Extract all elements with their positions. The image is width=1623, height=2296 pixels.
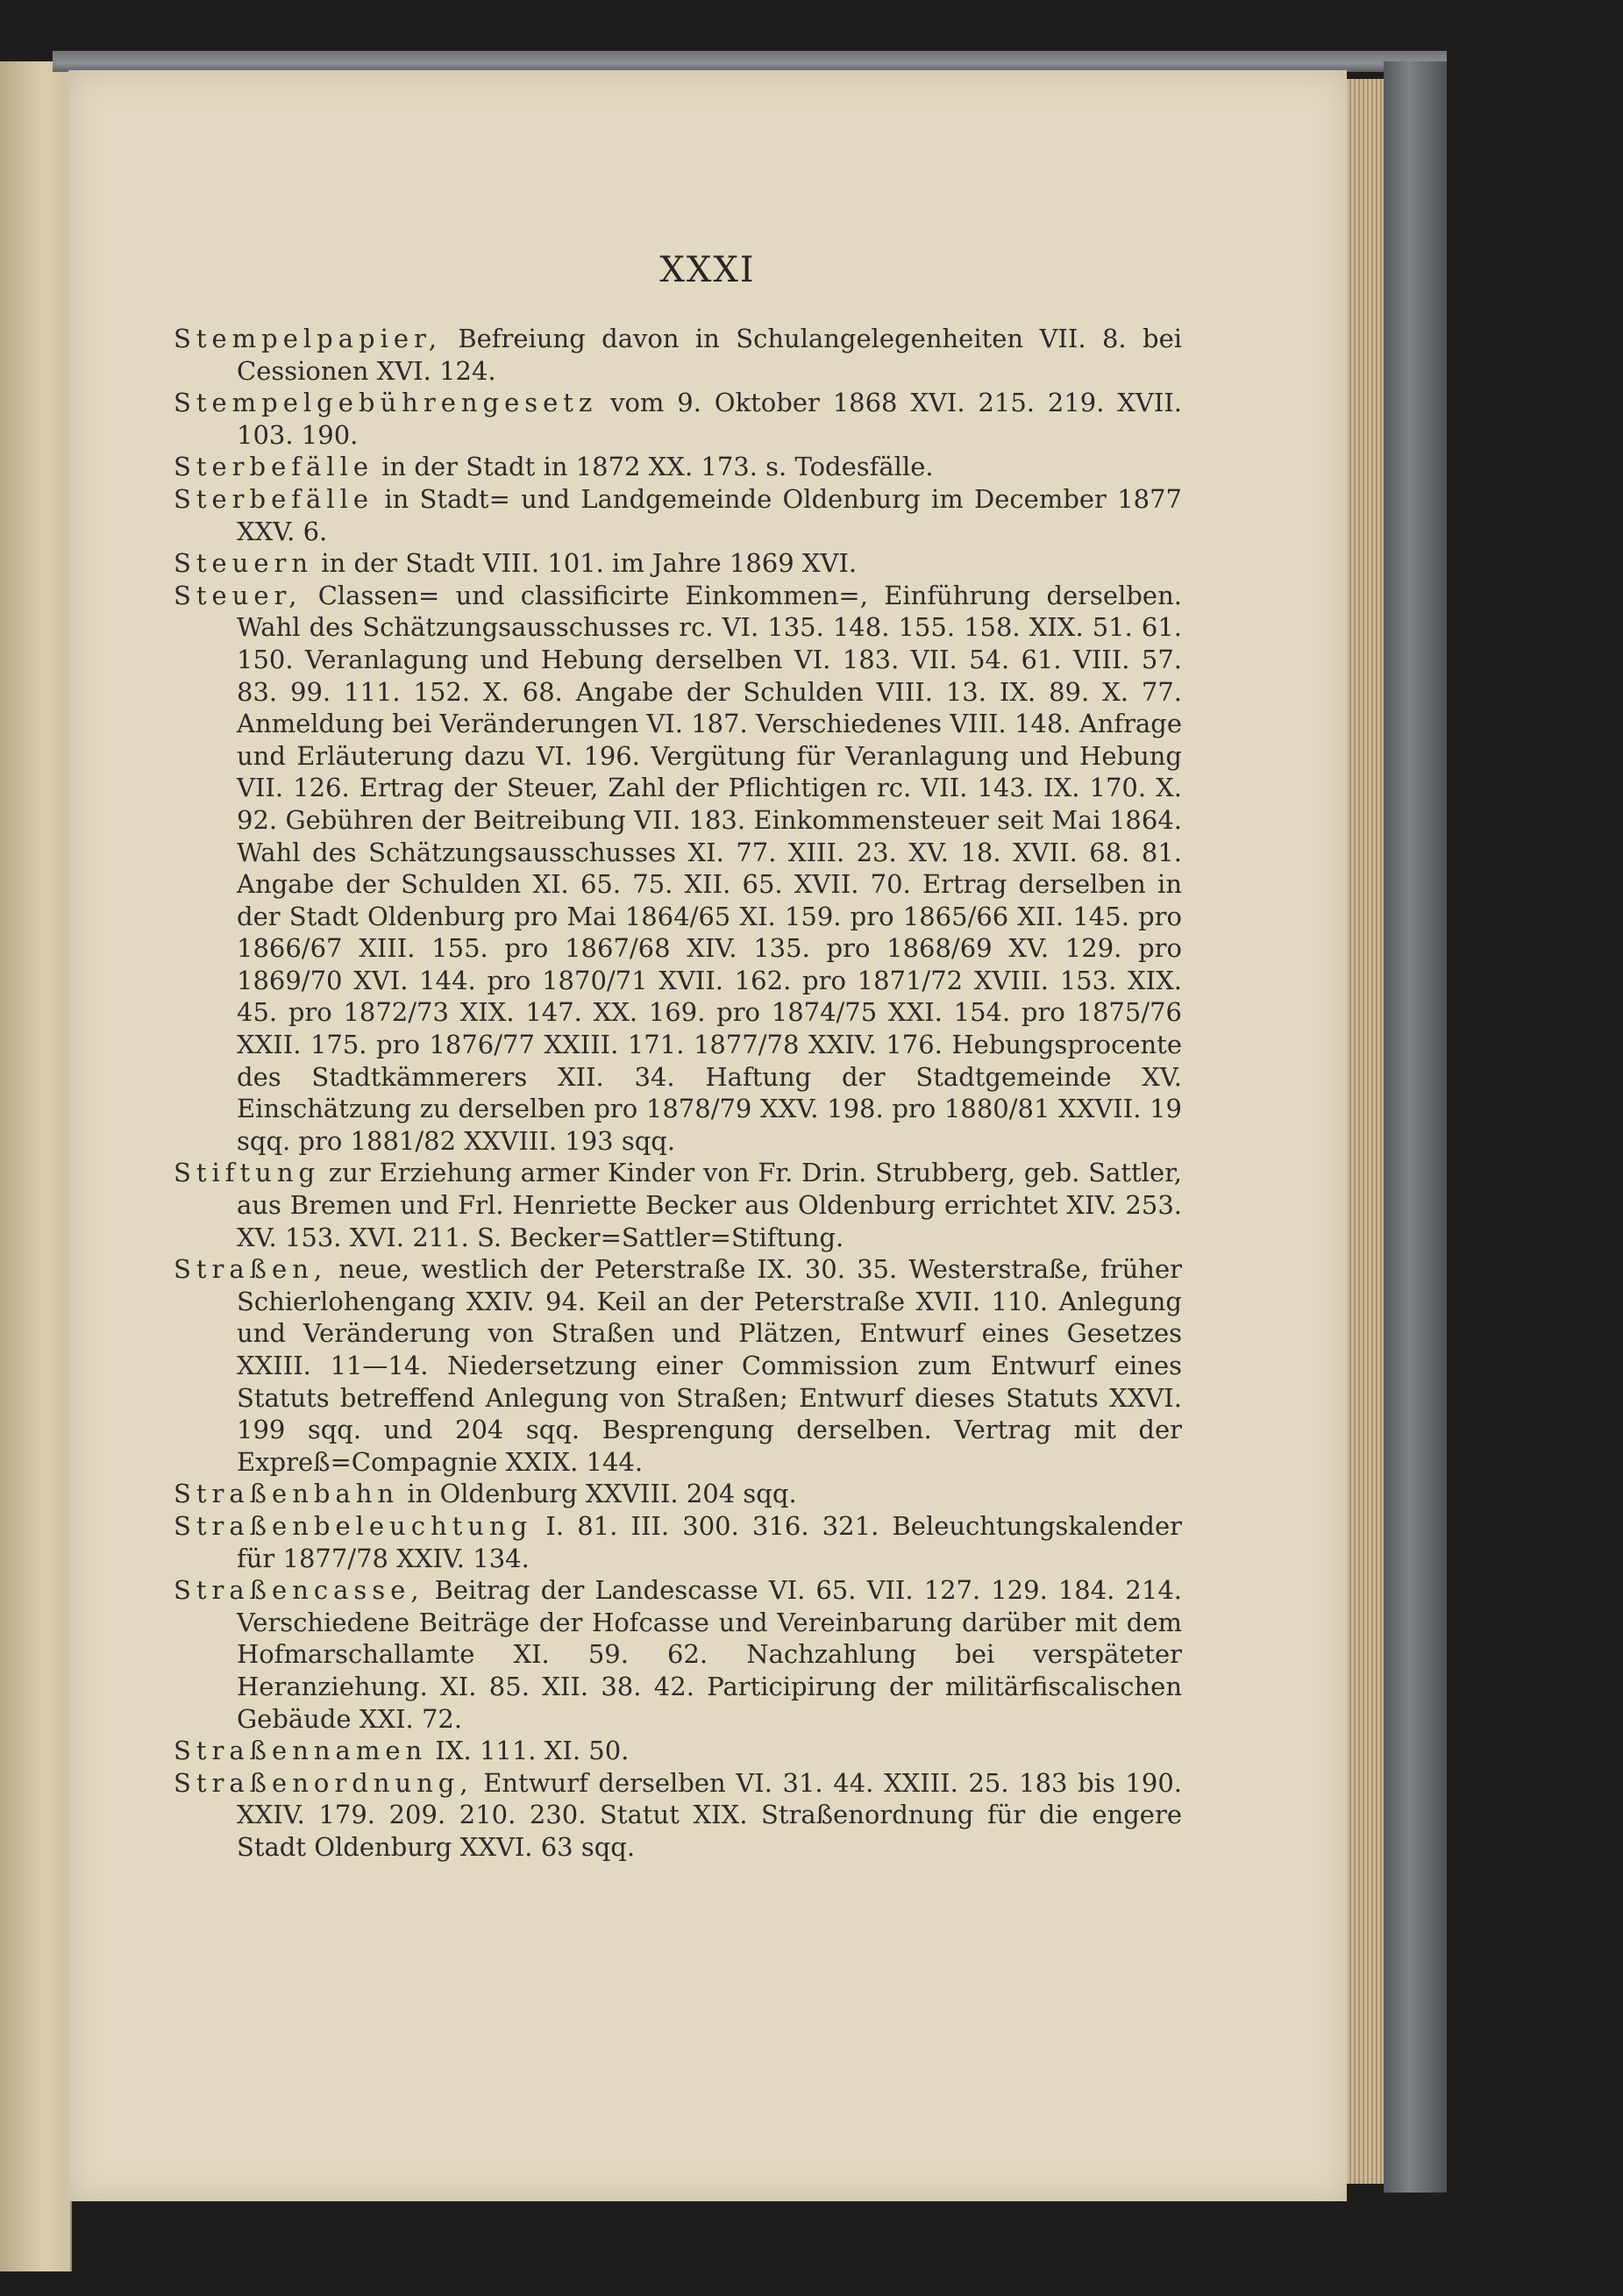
page-number: XXXI [659,250,756,290]
entry-head: Sterbefälle [174,452,374,482]
entry-text: vom 9. Oktober 1868 XVI. 215. 219. XVII. 103. 190. [237,388,1183,450]
index-entry [174,1735,1182,1767]
entry-head: Stiftung [174,1158,321,1188]
entry-head: Sterbefälle [174,483,374,514]
entry-text: Classen= und classificirte Einkommen=, Einführung derselben. Wahl des Schätzungsausschusses rc. VI. 135. 148. 155. 158. XIX. 51. 61. 150. Veranlagung und Hebung derselben VI. 183. VII. 54. 61. VIII. 57. 83. 99. 111. 152. X. 68. Angabe der Schulden VIII. 13. IX. 89. X. 77. Anmeldung bei Veränderungen VI. 187. Verschiedenes VIII. 148. Anfrage und Erläuterung dazu VI. 196. Vergütung für Veranlagung und Hebung VII. 126. Ertrag der Steuer, Zahl der Pflichtigen rc. VII. 143. IX. 170. X. 92. Gebühren der Beitreibung VII. 183. Einkommensteuer seit Mai 1864. Wahl des Schätzungsausschusses XI. 77. XIII. 23. XV. 18. XVII. 68. 81. Angabe der Schulden XI. 65. 75. XII. 65. XVII. 70. Ertrag derselben in der Stadt Oldenburg pro Mai 1864/65 XI. 159. pro 1865/66 XII. 145. pro 1866/67 XIII. 155. pro 1867/68 XIV. 135. pro 1868/69 XV. 129. pro 1869/70 XVI. 144. pro 1870/71 XVII. 162. pro 1871/72 XVIII. 153. XIX. 45. pro 1872/73 XIX. 147. XX. 169. pro 1874/75 XXI. 154. pro 1875/76 XXII. 175. pro 1876/77 XXIII. 171. 1877/78 XXIV. 176. Hebungsprocente des Stadtkämmerers XII. 34. Haftung der Stadtgemeinde XV. Einschätzung zu derselben pro 1878/79 XXV. 198. pro 1880/81 XXVII. 19 sqq. pro 1881/82 XXVIII. 193 sqq. [237,580,1182,1156]
index-entry [174,1478,1182,1510]
left-page-edge [0,61,72,2271]
entry-text: neue, westlich der Peterstraße IX. 30. 35. Westerstraße, früher Schierlohengang XXIV. 94. Keil an der Peterstraße XVII. 110. Anlegung und Veränderung von Straßen und Plätzen, Entwurf eines Gesetzes XXIII. 11—14. Niedersetzung einer Commission zum Entwurf eines Statuts betreffend Anlegung von Straßen; Entwurf dieses Statuts XXVI. 199 sqq. und 204 sqq. Besprengung derselben. Vertrag mit der Expreß=Compagnie XXIX. 144. [237,1254,1183,1477]
entry-head: Straßennamen [174,1736,428,1766]
book-binding-top [53,51,1447,72]
entry-head: Straßen, [174,1254,328,1285]
index-entry [174,1574,1182,1735]
entry-head: Stempelgebührengesetz [174,388,598,418]
entry-head: Straßenbahn [174,1479,400,1509]
entry-text: Beitrag der Landescasse VI. 65. VII. 127. 129. 184. 214. Verschiedene Beiträge der Hofcasse und Vereinbarung darüber mit dem Hofmarschallamte XI. 59. 62. Nachzahlung bei verspäteter Heranziehung. XI. 85. XII. 38. 42. Participirung der militärfiscalischen Gebäude XXI. 72. [237,1575,1183,1734]
entry-text: in Stadt= und Landgemeinde Oldenburg im December 1877 XXV. 6. [237,483,1182,546]
entry-text: zur Erziehung armer Kinder von Fr. Drin. Strubberg, geb. Sattler, aus Bremen und Frl. Henriette Becker aus Oldenburg errichtet XIV. 253. XV. 153. XVI. 211. S. Becker=Sattler=Stiftung. [237,1158,1182,1252]
entry-head: Steuern [174,548,314,579]
index-entry [174,483,1182,547]
entry-text: in Oldenburg XXVIII. 204 sqq. [407,1479,797,1509]
entry-text: Befreiung davon in Schulangelegenheiten VII. 8. bei Cessionen XVI. 124. [237,324,1182,386]
entry-head: Straßenbeleuchtung [174,1510,533,1541]
index-entry [174,580,1182,1158]
entry-text: in der Stadt in 1872 XX. 173. s. Todesfälle. [381,452,934,482]
entry-head: Straßencasse, [174,1575,424,1606]
entry-text: in der Stadt VIII. 101. im Jahre 1869 XVI. [321,548,858,579]
index-entry [174,1253,1182,1478]
index-entries [174,323,1182,1864]
index-entry [174,323,1182,387]
index-entry [174,1510,1182,1574]
index-entry [174,1767,1182,1864]
entry-text: Entwurf derselben VI. 31. 44. XXIII. 25. 183 bis 190. XXIV. 179. 209. 210. 230. Statut XIX. Straßenordnung für die engere Stadt Oldenburg XXVI. 63 sqq. [237,1767,1183,1862]
book-cover-right [1384,61,1447,2193]
index-entry [174,1157,1182,1253]
entry-head: Stempelpapier, [174,324,442,353]
index-entry [174,387,1182,451]
index-entry [174,451,1182,483]
entry-head: Steuer, [174,580,303,610]
entry-head: Straßenordnung, [174,1767,473,1798]
page-stack-edge [1347,79,1384,2184]
entry-text: IX. 111. XI. 50. [435,1736,630,1766]
entry-text: I. 81. III. 300. 316. 321. Beleuchtungskalender für 1877/78 XXIV. 134. [237,1510,1182,1573]
book-page [68,70,1347,2201]
index-entry [174,547,1182,580]
